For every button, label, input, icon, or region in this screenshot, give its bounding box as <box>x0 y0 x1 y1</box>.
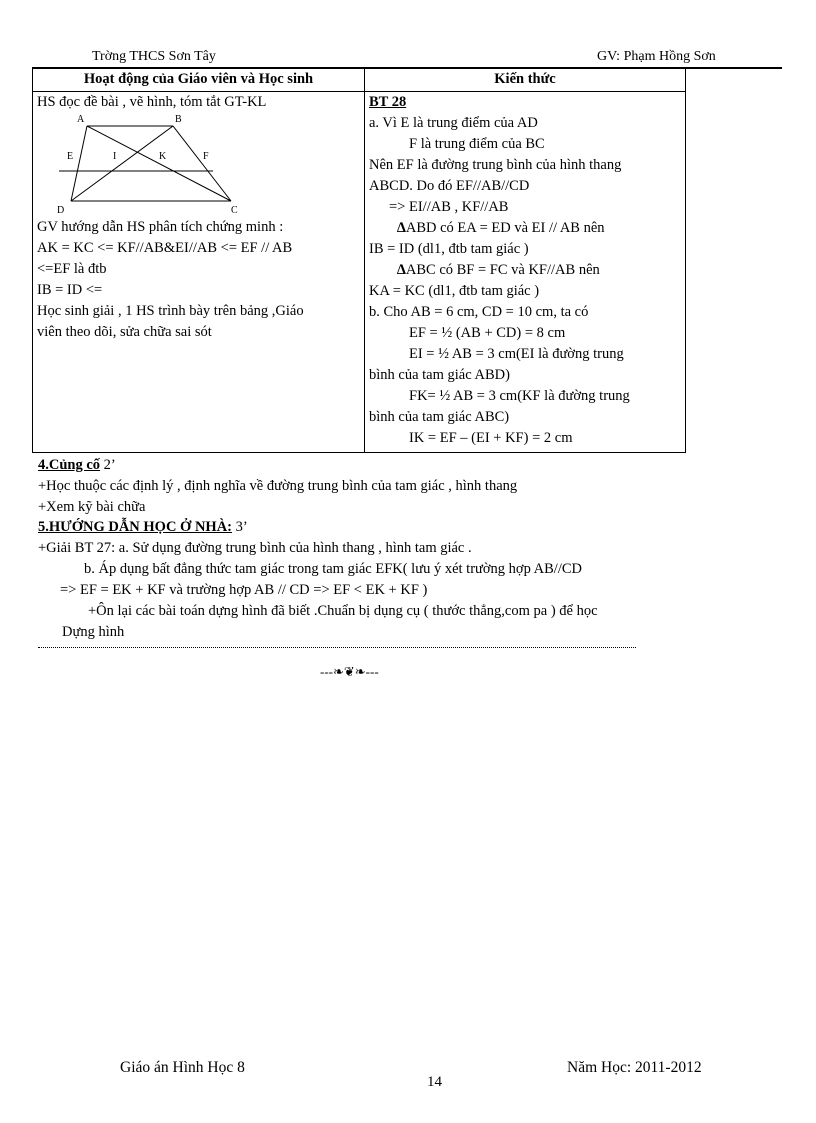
section4-heading-line <box>38 455 116 476</box>
label-d: D <box>57 205 65 216</box>
right-line: bình của tam giác ABD) <box>369 367 510 383</box>
right-line: IK = EF – (EI + KF) = 2 cm <box>409 430 573 446</box>
knowledge-cell <box>365 92 686 453</box>
label-f: F <box>203 151 209 162</box>
section5-item: +Giải BT 27: a. Sử dụng đường trung bình của hình thang , hình tam giác . <box>38 540 472 556</box>
label-i: I <box>113 151 117 162</box>
right-line: Nên EF là đường trung bình của hình thang <box>369 157 622 173</box>
right-line-triangle: ∆ABD có EA = ED và EI // AB nên <box>397 220 605 236</box>
section4-time: 2’ <box>100 457 116 473</box>
section5-heading: 5.HƯỚNG DẪN HỌC Ở NHÀ: <box>38 519 232 535</box>
exercise-title: BT 28 <box>369 94 407 110</box>
ornament: ---❧❦❧--- <box>320 664 379 679</box>
col2-header: Kiến thức <box>365 69 686 92</box>
section4-item: +Xem kỹ bài chữa <box>38 499 146 515</box>
edge-ad <box>71 126 87 201</box>
left-line: IB = ID <= <box>37 282 103 298</box>
col1-header: Hoạt động của Giáo viên và Học sinh <box>33 69 365 92</box>
right-line: KA = KC (dl1, đtb tam giác ) <box>369 283 540 299</box>
right-line: a. Vì E là trung điểm của AD <box>369 115 538 131</box>
right-line: FK= ½ AB = 3 cm(KF là đường trung <box>409 388 630 404</box>
section5-item: => EF = EK + KF và trường hợp AB // CD => EF < EK + KF ) <box>60 582 428 598</box>
label-c: C <box>231 205 238 216</box>
diagonal-ac <box>87 126 231 201</box>
diagonal-bd <box>71 126 173 201</box>
trapezoid-figure <box>43 113 243 217</box>
right-line: bình của tam giác ABC) <box>369 409 510 425</box>
label-k: K <box>159 151 167 162</box>
left-line: viên theo dõi, sửa chữa sai sót <box>37 324 212 340</box>
page-number: 14 <box>427 1074 442 1090</box>
left-line: Học sinh giải , 1 HS trình bày trên bảng ,Giáo <box>37 303 304 319</box>
right-line: F là trung điểm của BC <box>409 136 545 152</box>
section4-heading: 4.Củng cố <box>38 457 101 473</box>
school-name: Trờng THCS Sơn Tây <box>92 49 216 64</box>
edge-bc <box>173 126 231 201</box>
footer-year: Năm Học: 2011-2012 <box>567 1059 702 1076</box>
label-e: E <box>67 151 74 162</box>
section5-item: +Ôn lại các bài toán dựng hình đã biết .Chuẩn bị dụng cụ ( thước thẳng,com pa ) để học <box>88 603 598 619</box>
right-line: => EI//AB , KF//AB <box>389 199 509 215</box>
right-line: EI = ½ AB = 3 cm(EI là đường trung <box>409 346 624 362</box>
right-line: ABCD. Do đó EF//AB//CD <box>369 178 530 194</box>
teacher-student-cell <box>33 92 365 453</box>
section5-time: 3’ <box>232 519 248 535</box>
right-line: IB = ID (dl1, đtb tam giác ) <box>369 241 529 257</box>
dotted-separator <box>38 647 636 648</box>
section5-heading-line <box>38 517 248 538</box>
left-intro: HS đọc đề bài , vẽ hình, tóm tắt GT-KL <box>37 94 267 110</box>
left-line: <=EF là đtb <box>37 261 107 277</box>
right-line: EF = ½ (AB + CD) = 8 cm <box>409 325 566 341</box>
teacher-name: GV: Phạm Hồng Sơn <box>597 49 716 64</box>
right-line: b. Cho AB = 6 cm, CD = 10 cm, ta có <box>369 304 589 320</box>
section4-item: +Học thuộc các định lý , định nghĩa về đường trung bình của tam giác , hình thang <box>38 478 518 494</box>
section5-item: Dựng hình <box>62 624 125 640</box>
triangle-symbol: ∆ <box>397 262 406 278</box>
label-b: B <box>175 114 182 125</box>
section5-item: b. Áp dụng bất đẳng thức tam giác trong tam giác EFK( lưu ý xét trường hợp AB//CD <box>84 561 583 577</box>
left-line: AK = KC <= KF//AB&EI//AB <= EF // AB <box>37 240 293 256</box>
left-line: GV hướng dẫn HS phân tích chứng minh : <box>37 219 284 235</box>
triangle-symbol: ∆ <box>397 220 406 236</box>
label-a: A <box>77 114 85 125</box>
footer-title: Giáo án Hình Học 8 <box>120 1059 245 1076</box>
right-line-triangle: ∆ABC có BF = FC và KF//AB nên <box>397 262 600 278</box>
lesson-table <box>32 68 686 453</box>
